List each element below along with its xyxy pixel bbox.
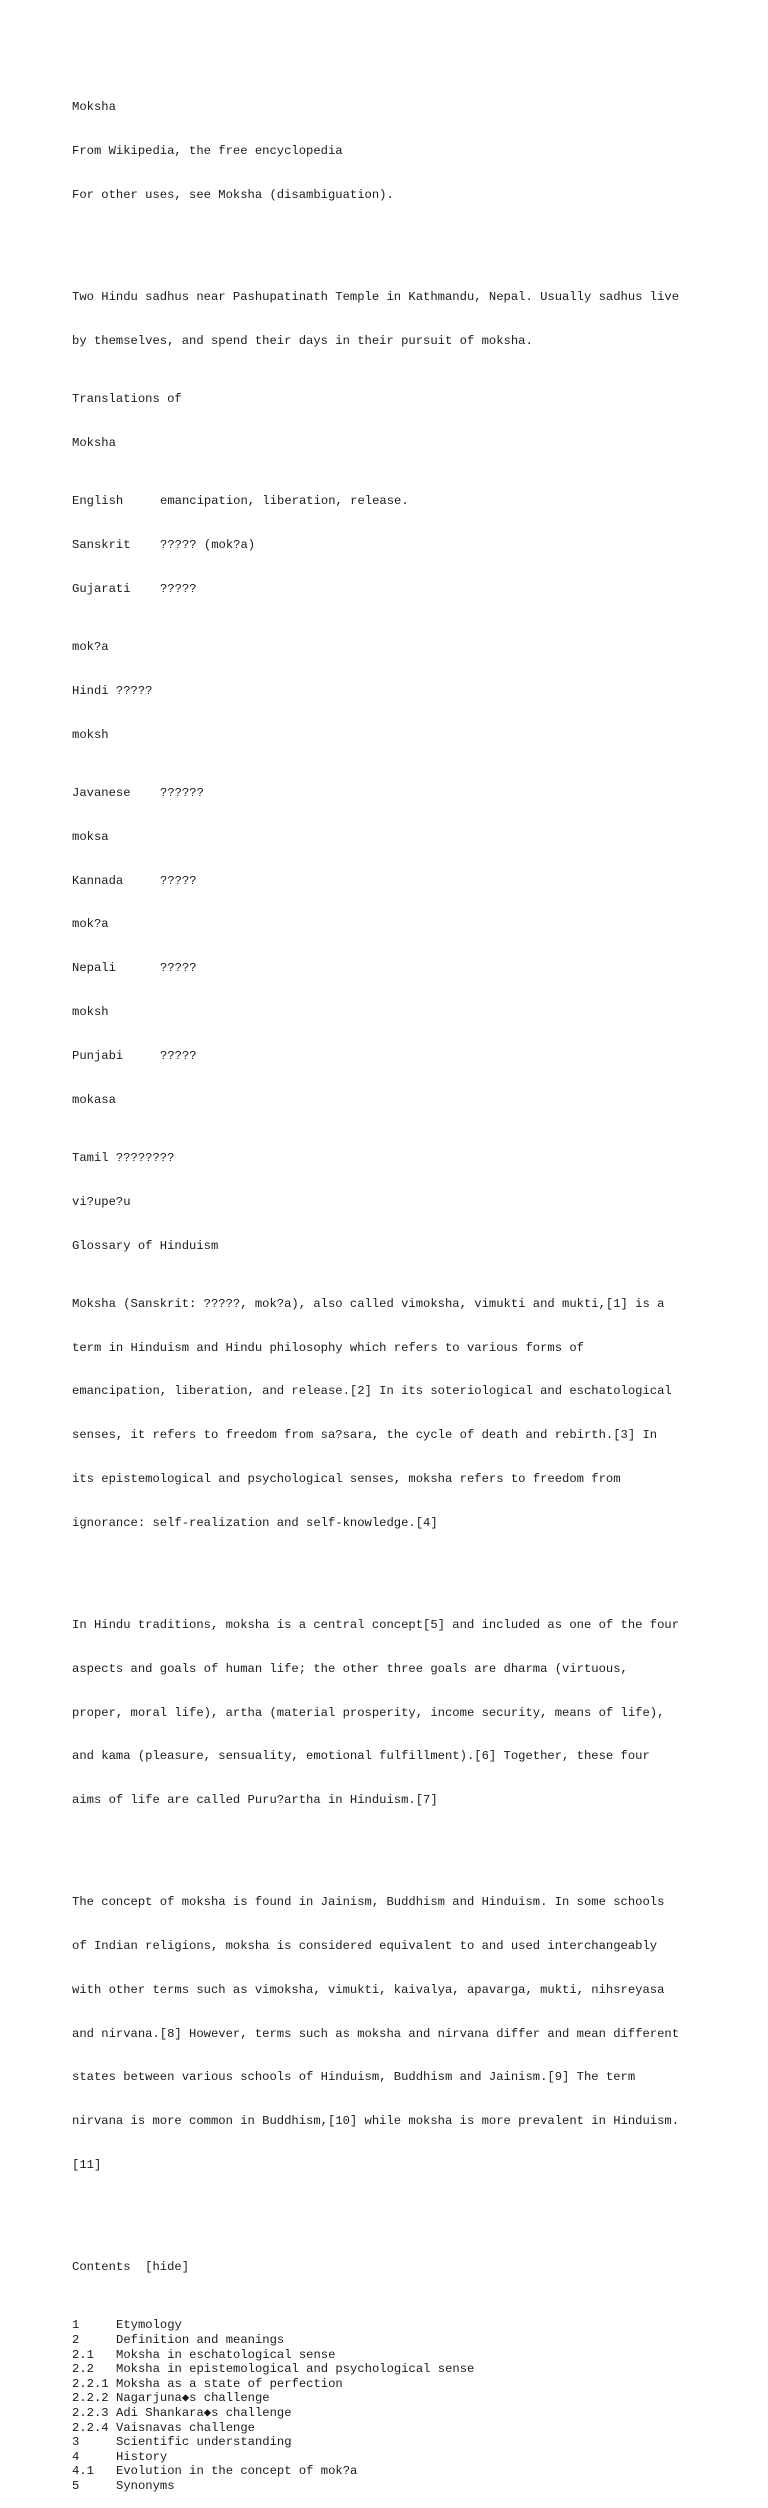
translation-value: ????? [160,873,197,888]
toc-item[interactable] [72,2391,732,2406]
translation-row [72,582,732,597]
image-caption-line: Two Hindu sadhus near Pashupatinath Temple in Kathmandu, Nepal. Usually sadhus live [72,289,680,304]
paragraph-line: The concept of moksha is found in Jainism, Buddhism and Hinduism. In some schools [72,1895,665,1910]
translation-value: ????? [160,961,197,976]
toc-item-number: 3 [72,2435,80,2450]
toc-item-number: 2.2.1 [72,2376,109,2391]
toc-item-label: Moksha as a state of perfection [116,2376,343,2391]
paragraph-line: ignorance: self-realization and self-knowledge.[4] [72,1515,438,1530]
toc-item-label: Moksha in epistemological and psychological sense [116,2362,475,2377]
translation-transliteration: mokasa [72,1092,116,1107]
toc-item-number: 4 [72,2449,80,2464]
toc-item-label: History [116,2449,168,2464]
toc-item[interactable] [72,2450,732,2465]
paragraph-line: emancipation, liberation, and release.[2] In its soteriological and eschatological [72,1384,672,1399]
toc-item-label: Synonyms [116,2478,175,2493]
spacer [72,2202,732,2217]
glossary-link[interactable]: Glossary of Hinduism [72,1238,219,1253]
toc-item-number: 2.2.3 [72,2406,109,2420]
spacer [72,1560,732,1575]
toc-item-number: 1 [72,2318,80,2333]
toc-item-number: 2.2.4 [72,2420,109,2435]
toc-item[interactable] [72,2464,732,2479]
translation-row [72,874,732,889]
paragraph-line: and kama (pleasure, sensuality, emotional fulfillment).[6] Together, these four [72,1749,650,1764]
translation-value: ?????? [160,786,204,801]
translation-transliteration: moksa [72,829,109,844]
translation-value: emancipation, liberation, release. [160,494,409,509]
translation-value: ????? (mok?a) [160,538,256,552]
toc-item[interactable] [72,2421,732,2436]
paragraph-line: with other terms such as vimoksha, vimukti, kaivalya, apavarga, mukti, nihsreyasa [72,1982,665,1997]
paragraph-line: and nirvana.[8] However, terms such as moksha and nirvana differ and mean different [72,2026,680,2041]
translation-language: Punjabi [72,1048,124,1063]
page-title: Moksha [72,100,116,115]
table-of-contents [72,2318,732,2493]
paragraph-line: nirvana is more common in Buddhism,[10] while moksha is more prevalent in Hinduism. [72,2114,680,2129]
translation-row [72,1049,732,1064]
toc-item[interactable] [72,2435,732,2450]
toc-item-number: 2 [72,2333,80,2348]
spacer [72,232,732,247]
translation-language: Kannada [72,873,124,888]
paragraph-line: [11] [72,2157,102,2172]
toc-item-number: 4.1 [72,2464,94,2479]
paragraph-line: aspects and goals of human life; the other three goals are dharma (virtuous, [72,1661,628,1676]
translation-transliteration: mok?a [72,640,109,655]
toc-item[interactable] [72,2318,732,2333]
contents-hide-toggle[interactable]: [hide] [145,2260,190,2275]
translation-language: Javanese [72,786,131,801]
translation-row [72,961,732,976]
translation-value: ????? [160,1048,197,1063]
toc-item-number: 2.2 [72,2362,94,2377]
translation-language: English [72,494,124,509]
translation-row: Hindi ????? [72,683,153,698]
toc-item[interactable] [72,2406,732,2421]
paragraph-line: aims of life are called Puru?artha in Hinduism.[7] [72,1793,438,1808]
toc-item-label: Etymology [116,2318,182,2333]
translation-transliteration: mok?a [72,917,109,932]
source-line: From Wikipedia, the free encyclopedia [72,143,343,158]
toc-item-number: 2.1 [72,2347,94,2362]
paragraph-line: Moksha (Sanskrit: ?????, mok?a), also called vimoksha, vimukti and mukti,[1] is a [72,1296,665,1311]
toc-item-label: Nagarjuna◆s challenge [116,2391,270,2406]
toc-item-label: Vaisnavas challenge [116,2420,255,2435]
translation-language: Nepali [72,961,116,976]
toc-item[interactable] [72,2377,732,2392]
paragraph-line: In Hindu traditions, moksha is a central concept[5] and included as one of the four [72,1617,680,1632]
toc-item-label: Scientific understanding [116,2435,292,2450]
translation-value: ????? [160,581,197,596]
spacer [72,1837,732,1852]
translation-language: Sanskrit [72,538,131,552]
translation-transliteration: vi?upe?u [72,1194,131,1209]
translation-transliteration: moksh [72,1005,109,1019]
paragraph-line: its epistemological and psychological senses, moksha refers to freedom from [72,1472,621,1486]
contents-title: Contents [72,2260,131,2275]
infobox-heading: Translations of [72,392,182,407]
infobox-subject: Moksha [72,435,116,450]
toc-item[interactable] [72,2362,732,2377]
toc-item-number: 2.2.2 [72,2391,109,2406]
translation-row [72,538,732,553]
disambiguation-note[interactable]: For other uses, see Moksha (disambiguation). [72,187,394,202]
image-caption-line: by themselves, and spend their days in their pursuit of moksha. [72,333,533,348]
translation-row [72,786,732,801]
toc-item[interactable] [72,2479,732,2494]
toc-item-label: Definition and meanings [116,2333,285,2348]
paragraph-line: proper, moral life), artha (material prosperity, income security, means of life), [72,1705,665,1720]
toc-item-label: Adi Shankara◆s challenge [116,2406,292,2420]
translation-row [72,494,732,509]
paragraph-line: term in Hinduism and Hindu philosophy which refers to various forms of [72,1340,584,1355]
translation-row: Tamil ???????? [72,1150,175,1165]
toc-item-label: Evolution in the concept of mok?a [116,2464,358,2479]
paragraph-line: states between various schools of Hinduism, Buddhism and Jainism.[9] The term [72,2070,636,2085]
paragraph-line: senses, it refers to freedom from sa?sara, the cycle of death and rebirth.[3] In [72,1428,658,1443]
toc-item-label: Moksha in eschatological sense [116,2347,336,2362]
paragraph-line: of Indian religions, moksha is considered equivalent to and used interchangeably [72,1939,658,1953]
translation-transliteration: moksh [72,727,109,742]
toc-item[interactable] [72,2333,732,2348]
document-body [72,71,732,2508]
translation-language: Gujarati [72,581,131,596]
toc-item-number: 5 [72,2478,80,2493]
toc-item[interactable] [72,2348,732,2363]
contents-header [72,2260,732,2275]
